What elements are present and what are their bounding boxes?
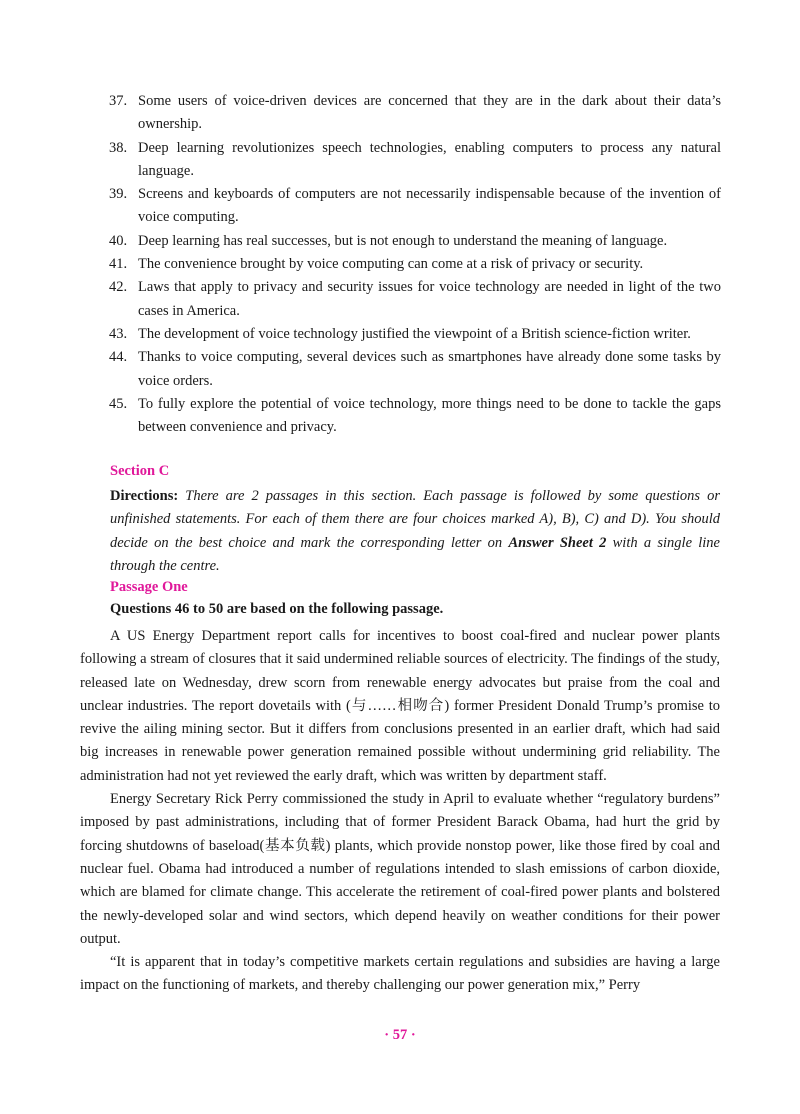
item-number: 44. [109, 349, 128, 366]
list-item [109, 137, 721, 184]
list-item [109, 230, 721, 253]
item-text: Deep learning revolutionizes speech technologies, enabling computers to process any natural language. [138, 139, 721, 179]
item-text: Some users of voice-driven devices are concerned that they are in the dark about their data’s ownership. [138, 93, 721, 133]
directions-label: Directions: [110, 488, 179, 504]
item-number: 39. [109, 186, 128, 203]
item-number: 37. [109, 93, 128, 109]
passage-paragraph: “It is apparent that in today’s competitive markets certain regulations and subsidies are having a large impact on the functioning of markets, and thereby challenging our power generation mix,” Perry [80, 954, 720, 994]
section-title: Section C [110, 463, 170, 479]
list-item [109, 323, 721, 346]
answer-sheet-text: Answer Sheet 2 [508, 534, 607, 551]
item-text: Laws that apply to privacy and security issues for voice technology are needed in light of the two cases in America. [138, 279, 721, 319]
directions-text: There are 2 passages in this section. Each passage is followed by some questions or unfinished statements. For each of them there are four choices marked A), B), C) and D). You should decide on the best choice and mark the corresponding letter on [110, 488, 720, 551]
list-item [109, 90, 721, 137]
item-number: 40. [109, 232, 128, 249]
item-text: The convenience brought by voice computing can come at a risk of privacy or security. [138, 256, 644, 273]
item-number: 42. [109, 279, 128, 296]
passage-paragraph: A US Energy Department report calls for incentives to boost coal-fired and nuclear power plants following a stream of closures that it said undermined reliable sources of electricity. The findings of the study, released late on Wednesday, drew scorn from renewable energy advocates but praise from the coal and unclear industries. The report dovetails with (与……相吻合) former President Donald Trump’s promise to revive the ailing mining sector. But it differs from conclusions presented in an earlier draft, which had said big increases in renewable power generation remained possible without undermining grid reliability. The administration had not yet reviewed the early draft, which was written by department staff. [80, 628, 720, 784]
passage-body [80, 625, 720, 998]
item-text: Thanks to voice computing, several devices such as smartphones have already done some tasks by voice orders. [138, 349, 721, 389]
item-number: 45. [109, 395, 128, 412]
item-text: Screens and keyboards of computers are not necessarily indispensable because of the invention of voice computing. [138, 186, 721, 226]
passage-title: Passage One [110, 579, 188, 595]
list-item [109, 276, 721, 323]
list-item [109, 393, 721, 440]
item-text: The development of voice technology justified the viewpoint of a British science-fiction writer. [138, 325, 691, 342]
list-item [109, 253, 721, 276]
list-item [109, 183, 721, 230]
directions-paragraph [110, 485, 720, 578]
questions-heading: Questions 46 to 50 are based on the following passage. [110, 601, 444, 617]
directions-end-text: with a single line through the centre. [110, 534, 720, 574]
item-number: 43. [109, 325, 128, 342]
item-text: To fully explore the potential of voice technology, more things need to be done to tackle the gaps between convenience and privacy. [138, 395, 721, 436]
statement-list [109, 90, 721, 439]
passage-paragraph: Energy Secretary Rick Perry commissioned the study in April to evaluate whether “regulatory burdens” imposed by past administrations, including that of former President Barack Obama, had hurt the grid by forcing shutdowns of baseload(基本负载) plants, which provide nonstop power, like those fired by coal and nuclear fuel. Obama had introduced a number of regulations intended to slash emissions of carbon dioxide, which are blamed for climate change. This accelerate the retirement of coal-fired power plants and bolstered the newly-developed solar and wind sectors, which depend heavily on weather conditions for their power output. [80, 791, 720, 947]
item-number: 38. [109, 139, 128, 156]
item-text: Deep learning has real successes, but is not enough to understand the meaning of language. [138, 232, 668, 249]
page-number: · 57 · [384, 1027, 416, 1043]
list-item [109, 346, 721, 393]
item-number: 41. [109, 256, 128, 273]
